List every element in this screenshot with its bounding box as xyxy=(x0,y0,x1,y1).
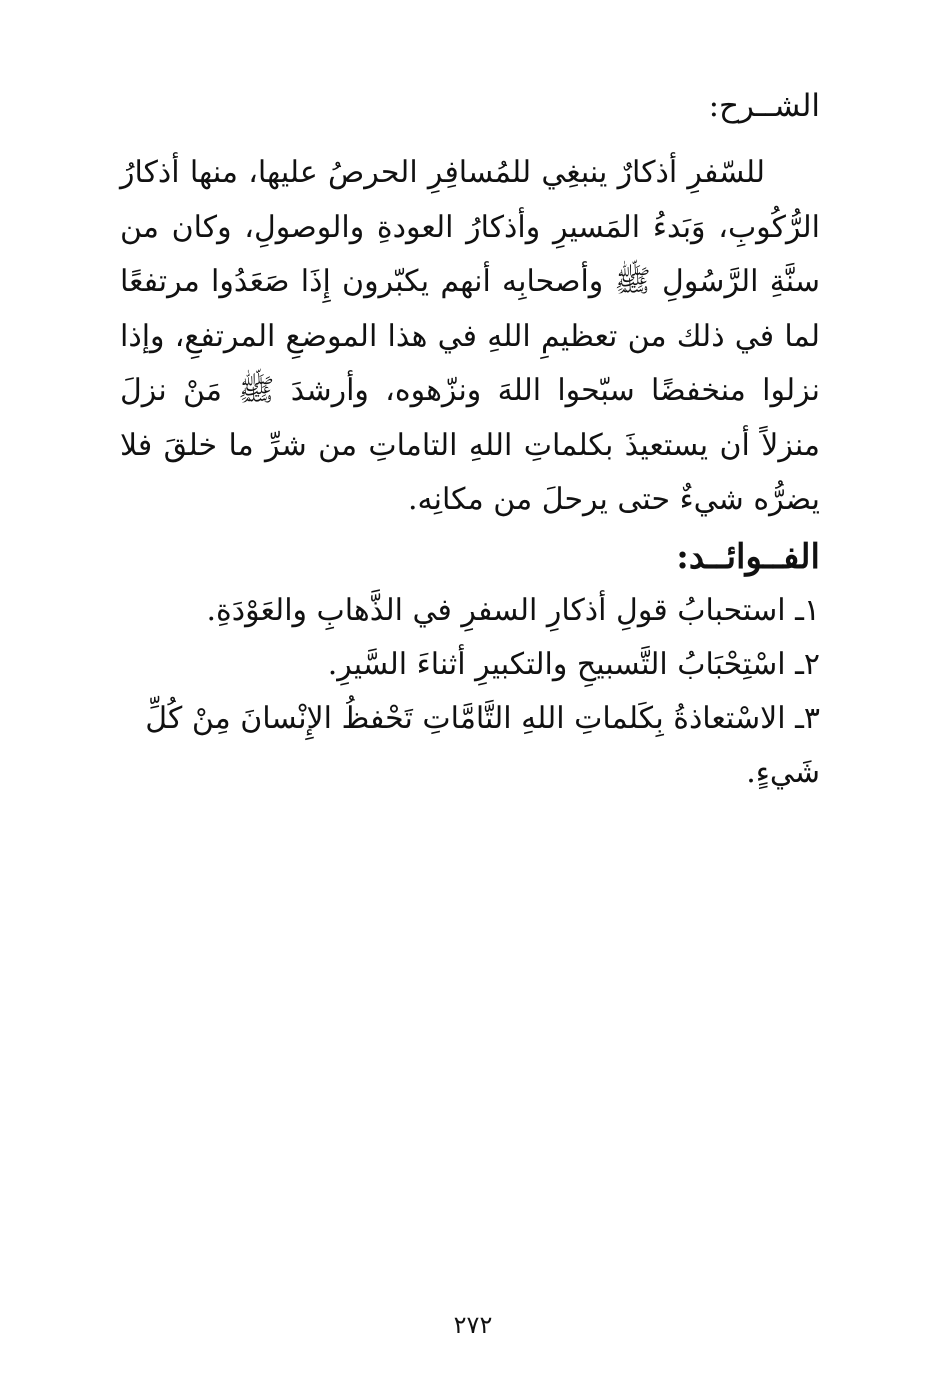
explanation-heading: الشــرح: xyxy=(708,88,820,124)
benefit-item: ١ـ استحبابُ قولِ أذكارِ السفرِ في الذَّهابِ والعَوْدَةِ. xyxy=(206,592,820,628)
page-number: ٢٧٢ xyxy=(453,1311,493,1339)
benefits-heading: الفــوائــد: xyxy=(676,536,820,577)
page-content xyxy=(120,86,820,800)
benefit-item: ٢ـ اسْتِحْبَابُ التَّسبيحِ والتكبيرِ أثناءَ السَّيرِ. xyxy=(327,646,820,682)
benefits-list xyxy=(120,584,820,800)
benefit-item: ٣ـ الاسْتعاذةُ بِكَلماتِ اللهِ التَّامَّاتِ تَحْفظُ الإِنْسانَ مِنْ كُلِّ شَيءٍ. xyxy=(145,700,820,790)
explanation-paragraph: للسّفرِ أذكارٌ ينبغِي للمُسافِرِ الحرصُ عليها، منها أذكارُ الرُّكُوبِ، وَبَدءُ المَسيرِ وأذكارُ العودةِ والوصولِ، وكان من سنَّةِ الرَّسُولِ ﷺ وأصحابِه أنهم يكبّرون إِذَا صَعَدُوا مرتفعًا لما في ذلك من تعظيمِ اللهِ في هذا الموضعِ المرتفعِ، وإذا نزلوا منخفضًا سبّحوا اللهَ ونزّهوه، وأرشدَ ﷺ مَنْ نزلَ منزلاً أن يستعيذَ بكلماتِ اللهِ التاماتِ من شرِّ ما خلقَ فلا يضرُّه شيءٌ حتى يرحلَ من مكانِه. xyxy=(120,155,820,517)
